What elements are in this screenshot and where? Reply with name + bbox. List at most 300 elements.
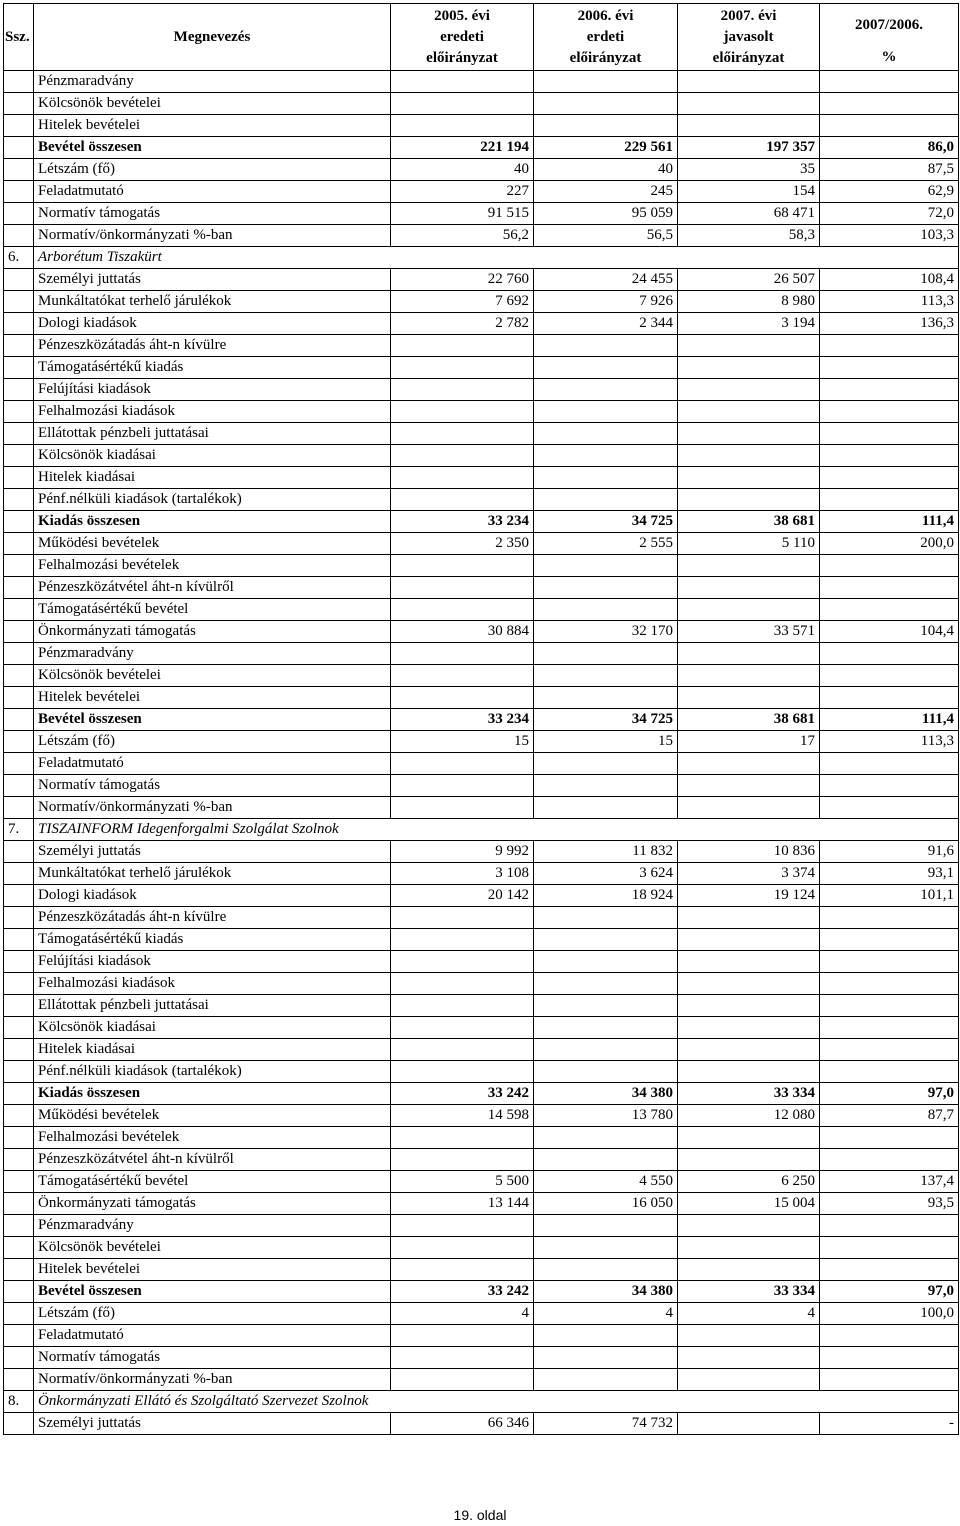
value-2005	[391, 951, 534, 973]
value-percent: 111,4	[820, 511, 959, 533]
value-2006	[534, 93, 678, 115]
value-2005	[391, 577, 534, 599]
value-2005	[391, 379, 534, 401]
value-percent: 100,0	[820, 1303, 959, 1325]
value-2006: 16 050	[534, 1193, 678, 1215]
ssz-cell	[4, 1237, 34, 1259]
value-2005: 9 992	[391, 841, 534, 863]
table-row	[4, 687, 959, 709]
value-2005: 4	[391, 1303, 534, 1325]
row-label: Működési bevételek	[34, 533, 391, 555]
value-2006	[534, 401, 678, 423]
row-label: Létszám (fő)	[34, 1303, 391, 1325]
table-row	[4, 643, 959, 665]
value-2005	[391, 753, 534, 775]
table-row	[4, 1413, 959, 1435]
value-2007: 17	[678, 731, 820, 753]
header-row	[4, 4, 959, 71]
budget-table	[3, 3, 959, 1435]
value-percent: 113,3	[820, 731, 959, 753]
value-2006	[534, 379, 678, 401]
value-2005	[391, 1017, 534, 1039]
value-percent	[820, 93, 959, 115]
value-2006	[534, 643, 678, 665]
value-2007: 197 357	[678, 137, 820, 159]
value-2006	[534, 1061, 678, 1083]
ssz-cell	[4, 973, 34, 995]
row-label: Létszám (fő)	[34, 159, 391, 181]
value-2007	[678, 71, 820, 93]
value-2005	[391, 423, 534, 445]
value-2007	[678, 907, 820, 929]
value-2007	[678, 1259, 820, 1281]
ssz-cell	[4, 841, 34, 863]
value-percent	[820, 687, 959, 709]
row-label: Hitelek kiadásai	[34, 1039, 391, 1061]
ssz-cell	[4, 71, 34, 93]
value-2005: 20 142	[391, 885, 534, 907]
row-label: Kiadás összesen	[34, 1083, 391, 1105]
value-2007	[678, 775, 820, 797]
value-2006	[534, 1149, 678, 1171]
value-2006	[534, 115, 678, 137]
value-percent	[820, 401, 959, 423]
value-2007	[678, 951, 820, 973]
value-2007	[678, 445, 820, 467]
value-2007	[678, 687, 820, 709]
row-label: Működési bevételek	[34, 1105, 391, 1127]
ssz-cell	[4, 269, 34, 291]
value-percent	[820, 577, 959, 599]
value-2007: 12 080	[678, 1105, 820, 1127]
section-title	[34, 819, 959, 841]
ssz-cell	[4, 467, 34, 489]
value-percent	[820, 1259, 959, 1281]
value-2005: 66 346	[391, 1413, 534, 1435]
value-percent: 136,3	[820, 313, 959, 335]
value-percent	[820, 775, 959, 797]
value-percent	[820, 1369, 959, 1391]
value-2005	[391, 929, 534, 951]
header-2005	[391, 4, 534, 71]
table-row	[4, 1347, 959, 1369]
value-2007: 38 681	[678, 709, 820, 731]
ssz-cell	[4, 511, 34, 533]
value-percent	[820, 115, 959, 137]
table-row	[4, 555, 959, 577]
row-label: Kölcsönök bevételei	[34, 93, 391, 115]
table-row	[4, 203, 959, 225]
value-percent	[820, 379, 959, 401]
header-2005-line1: 2005. évi	[434, 7, 490, 24]
ssz-cell	[4, 1259, 34, 1281]
value-2007	[678, 1347, 820, 1369]
value-2005	[391, 467, 534, 489]
value-2007: 33 334	[678, 1281, 820, 1303]
value-2005: 56,2	[391, 225, 534, 247]
value-percent	[820, 445, 959, 467]
row-label: Hitelek bevételei	[34, 1259, 391, 1281]
value-2007: 154	[678, 181, 820, 203]
value-2005	[391, 995, 534, 1017]
value-2007: 4	[678, 1303, 820, 1325]
section-number: 8.	[4, 1391, 34, 1413]
section-title-text: TISZAINFORM Idegenforgalmi Szolgálat Szolnok	[38, 821, 339, 837]
value-2005	[391, 445, 534, 467]
row-label: Feladatmutató	[34, 753, 391, 775]
value-2006: 40	[534, 159, 678, 181]
section-title-text: Arborétum Tiszakürt	[38, 249, 162, 265]
value-2007	[678, 797, 820, 819]
ssz-cell	[4, 577, 34, 599]
value-2006	[534, 423, 678, 445]
table-row	[4, 1259, 959, 1281]
table-row	[4, 93, 959, 115]
value-2007	[678, 1325, 820, 1347]
ssz-cell	[4, 225, 34, 247]
row-label: Támogatásértékű bevétel	[34, 1171, 391, 1193]
row-label: Támogatásértékű kiadás	[34, 357, 391, 379]
value-2006	[534, 445, 678, 467]
value-2006: 18 924	[534, 885, 678, 907]
ssz-cell	[4, 335, 34, 357]
table-row	[4, 929, 959, 951]
value-2006: 34 725	[534, 709, 678, 731]
table-row	[4, 1281, 959, 1303]
table-row	[4, 995, 959, 1017]
header-2005-line3: előirányzat	[426, 49, 498, 66]
ssz-cell	[4, 621, 34, 643]
value-2005	[391, 1325, 534, 1347]
value-2006	[534, 1215, 678, 1237]
table-row	[4, 291, 959, 313]
value-percent: 200,0	[820, 533, 959, 555]
ssz-cell	[4, 599, 34, 621]
value-2007	[678, 1017, 820, 1039]
value-2006: 229 561	[534, 137, 678, 159]
section-title	[34, 247, 959, 269]
value-percent: 97,0	[820, 1281, 959, 1303]
ssz-cell	[4, 1347, 34, 1369]
value-2006	[534, 577, 678, 599]
value-percent	[820, 1237, 959, 1259]
value-2006	[534, 1237, 678, 1259]
table-row	[4, 357, 959, 379]
value-2005	[391, 599, 534, 621]
value-2006	[534, 797, 678, 819]
table-row	[4, 775, 959, 797]
value-2007	[678, 555, 820, 577]
value-2006: 3 624	[534, 863, 678, 885]
ssz-cell	[4, 1039, 34, 1061]
row-label: Felújítási kiadások	[34, 379, 391, 401]
row-label: Dologi kiadások	[34, 885, 391, 907]
ssz-cell	[4, 159, 34, 181]
value-percent: 97,0	[820, 1083, 959, 1105]
table-row	[4, 511, 959, 533]
table-row	[4, 1193, 959, 1215]
ssz-cell	[4, 291, 34, 313]
value-2006: 95 059	[534, 203, 678, 225]
section-title	[34, 1391, 959, 1413]
value-2006	[534, 1017, 678, 1039]
row-label: Normatív támogatás	[34, 203, 391, 225]
value-2005	[391, 555, 534, 577]
value-2005	[391, 665, 534, 687]
value-2007: 19 124	[678, 885, 820, 907]
value-percent: 103,3	[820, 225, 959, 247]
value-2006	[534, 599, 678, 621]
value-2007: 8 980	[678, 291, 820, 313]
value-2006: 2 555	[534, 533, 678, 555]
value-2007	[678, 973, 820, 995]
value-percent	[820, 643, 959, 665]
value-2007: 33 571	[678, 621, 820, 643]
table-row	[4, 599, 959, 621]
value-2006	[534, 775, 678, 797]
value-2007	[678, 1061, 820, 1083]
header-ssz: Ssz.	[4, 4, 34, 71]
header-2007-line1: 2007. évi	[720, 7, 777, 24]
row-label: Bevétel összesen	[34, 137, 391, 159]
table-row	[4, 1083, 959, 1105]
value-2007	[678, 489, 820, 511]
value-2005: 33 234	[391, 709, 534, 731]
ssz-cell	[4, 181, 34, 203]
row-label: Pénzeszközátadás áht-n kívülre	[34, 335, 391, 357]
table-row	[4, 1105, 959, 1127]
value-2007	[678, 599, 820, 621]
value-2005	[391, 401, 534, 423]
row-label: Önkormányzati támogatás	[34, 621, 391, 643]
value-percent	[820, 951, 959, 973]
ssz-cell	[4, 665, 34, 687]
table-row	[4, 753, 959, 775]
value-2005	[391, 643, 534, 665]
ssz-cell	[4, 423, 34, 445]
table-row	[4, 1215, 959, 1237]
value-2006	[534, 929, 678, 951]
value-2005: 221 194	[391, 137, 534, 159]
value-percent: 93,5	[820, 1193, 959, 1215]
value-2005	[391, 93, 534, 115]
value-percent: 87,5	[820, 159, 959, 181]
ssz-cell	[4, 907, 34, 929]
ssz-cell	[4, 731, 34, 753]
table-row	[4, 709, 959, 731]
value-2006: 4	[534, 1303, 678, 1325]
table-row	[4, 1149, 959, 1171]
value-2007	[678, 1215, 820, 1237]
ssz-cell	[4, 797, 34, 819]
value-2006: 7 926	[534, 291, 678, 313]
value-2007: 68 471	[678, 203, 820, 225]
value-percent: 108,4	[820, 269, 959, 291]
row-label: Pénzeszközátvétel áht-n kívülről	[34, 577, 391, 599]
value-percent: 104,4	[820, 621, 959, 643]
row-label: Személyi juttatás	[34, 1413, 391, 1435]
value-percent: 72,0	[820, 203, 959, 225]
value-2007	[678, 379, 820, 401]
row-label: Kölcsönök kiadásai	[34, 445, 391, 467]
table-row	[4, 489, 959, 511]
value-2007: 33 334	[678, 1083, 820, 1105]
ssz-cell	[4, 995, 34, 1017]
table-row	[4, 1127, 959, 1149]
value-2007	[678, 93, 820, 115]
value-2007: 6 250	[678, 1171, 820, 1193]
value-percent	[820, 489, 959, 511]
ssz-cell	[4, 1325, 34, 1347]
header-2006	[534, 4, 678, 71]
value-percent	[820, 467, 959, 489]
table-row	[4, 445, 959, 467]
value-2005	[391, 1259, 534, 1281]
value-2006	[534, 1039, 678, 1061]
value-2006	[534, 995, 678, 1017]
ssz-cell	[4, 1193, 34, 1215]
value-2006: 2 344	[534, 313, 678, 335]
header-2007-line3: előirányzat	[712, 49, 785, 66]
value-2005: 91 515	[391, 203, 534, 225]
value-percent: 111,4	[820, 709, 959, 731]
table-row	[4, 115, 959, 137]
value-2005	[391, 1149, 534, 1171]
value-percent	[820, 973, 959, 995]
value-2006: 245	[534, 181, 678, 203]
table-row	[4, 1369, 959, 1391]
value-2006	[534, 335, 678, 357]
table-row	[4, 797, 959, 819]
table-row	[4, 379, 959, 401]
value-2005	[391, 1369, 534, 1391]
value-2005: 227	[391, 181, 534, 203]
row-label: Normatív/önkormányzati %-ban	[34, 797, 391, 819]
row-label: Kölcsönök bevételei	[34, 665, 391, 687]
table-row	[4, 335, 959, 357]
value-2007: 5 110	[678, 533, 820, 555]
table-row	[4, 731, 959, 753]
row-label: Pénzmaradvány	[34, 643, 391, 665]
table-row	[4, 951, 959, 973]
value-2007	[678, 335, 820, 357]
ssz-cell	[4, 863, 34, 885]
value-percent	[820, 1325, 959, 1347]
value-2006	[534, 687, 678, 709]
value-2005: 30 884	[391, 621, 534, 643]
value-2006: 34 380	[534, 1083, 678, 1105]
table-row	[4, 1171, 959, 1193]
row-label: Felhalmozási bevételek	[34, 1127, 391, 1149]
ssz-cell	[4, 1171, 34, 1193]
ssz-cell	[4, 445, 34, 467]
value-2005	[391, 797, 534, 819]
value-2007	[678, 1237, 820, 1259]
value-2006	[534, 753, 678, 775]
value-percent: -	[820, 1413, 959, 1435]
value-2006: 4 550	[534, 1171, 678, 1193]
value-2006: 15	[534, 731, 678, 753]
row-label: Támogatásértékű kiadás	[34, 929, 391, 951]
value-2005	[391, 1061, 534, 1083]
table-row	[4, 665, 959, 687]
value-2007	[678, 643, 820, 665]
row-label: Felhalmozási kiadások	[34, 973, 391, 995]
table-row	[4, 269, 959, 291]
ssz-cell	[4, 1149, 34, 1171]
row-label: Hitelek bevételei	[34, 115, 391, 137]
row-label: Normatív támogatás	[34, 1347, 391, 1369]
row-label: Bevétel összesen	[34, 709, 391, 731]
row-label: Hitelek kiadásai	[34, 467, 391, 489]
value-2005	[391, 907, 534, 929]
value-percent: 113,3	[820, 291, 959, 313]
ssz-cell	[4, 379, 34, 401]
table-row	[4, 841, 959, 863]
table-header	[4, 4, 959, 71]
value-2007: 15 004	[678, 1193, 820, 1215]
ssz-cell	[4, 1281, 34, 1303]
ssz-cell	[4, 1369, 34, 1391]
value-percent: 91,6	[820, 841, 959, 863]
table-row	[4, 1303, 959, 1325]
table-row	[4, 313, 959, 335]
section-title-text: Önkormányzati Ellátó és Szolgáltató Szervezet Szolnok	[38, 1393, 369, 1409]
row-label: Dologi kiadások	[34, 313, 391, 335]
ssz-cell	[4, 929, 34, 951]
value-2007: 10 836	[678, 841, 820, 863]
value-percent	[820, 907, 959, 929]
ssz-cell	[4, 313, 34, 335]
value-percent	[820, 335, 959, 357]
value-2005	[391, 1237, 534, 1259]
value-2005: 40	[391, 159, 534, 181]
value-percent	[820, 555, 959, 577]
row-label: Pénf.nélküli kiadások (tartalékok)	[34, 1061, 391, 1083]
row-label: Személyi juttatás	[34, 841, 391, 863]
header-2007	[678, 4, 820, 71]
table-row	[4, 885, 959, 907]
row-label: Pénzmaradvány	[34, 1215, 391, 1237]
value-percent	[820, 423, 959, 445]
value-2007	[678, 753, 820, 775]
value-2005: 33 242	[391, 1083, 534, 1105]
ssz-cell	[4, 753, 34, 775]
value-percent	[820, 71, 959, 93]
value-2007	[678, 357, 820, 379]
value-2006	[534, 1369, 678, 1391]
value-2006	[534, 1347, 678, 1369]
table-body	[4, 71, 959, 1435]
ssz-cell	[4, 555, 34, 577]
page-number: 19. oldal	[453, 1507, 507, 1523]
value-percent	[820, 357, 959, 379]
header-percent-line1: 2007/2006.	[855, 17, 923, 33]
value-percent	[820, 929, 959, 951]
value-percent: 101,1	[820, 885, 959, 907]
section-number: 6.	[4, 247, 34, 269]
value-2005	[391, 1215, 534, 1237]
value-2005: 7 692	[391, 291, 534, 313]
table-row	[4, 1039, 959, 1061]
section-row	[4, 247, 959, 269]
header-percent-line2: %	[881, 49, 897, 65]
value-2005	[391, 115, 534, 137]
section-row	[4, 819, 959, 841]
value-2005	[391, 1347, 534, 1369]
table-row	[4, 863, 959, 885]
row-label: Normatív/önkormányzati %-ban	[34, 225, 391, 247]
